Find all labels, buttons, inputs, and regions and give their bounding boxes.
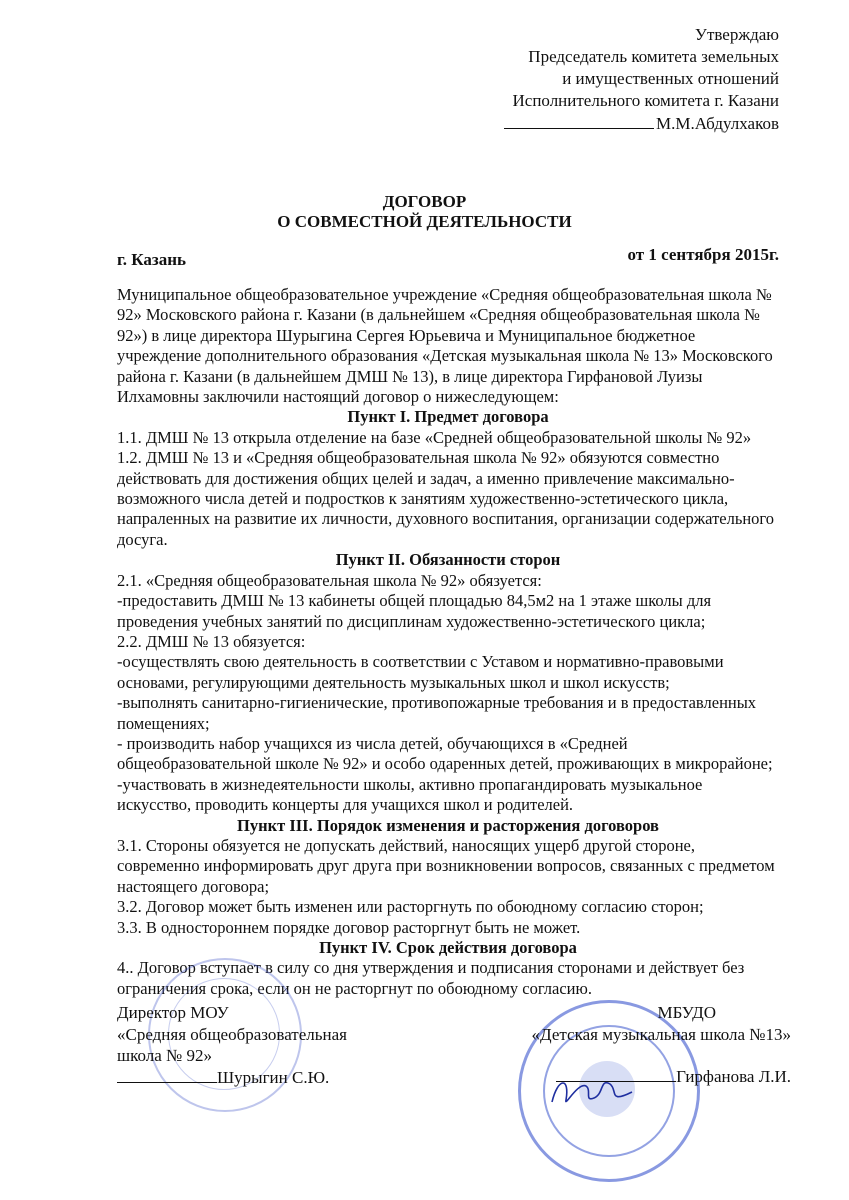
contract-date: от 1 сентября 2015г. (627, 245, 779, 264)
signature-row (117, 1067, 347, 1089)
signer-position: МБУДО (657, 1003, 716, 1022)
signature-left (117, 1002, 347, 1088)
signer-name: Шурыгин С.Ю. (217, 1067, 330, 1087)
contract-body (117, 285, 779, 999)
signer-position: Директор МОУ (117, 1003, 229, 1022)
section-heading: Пункт IV. Срок действия договора (319, 938, 577, 957)
clause: 1.2. ДМШ № 13 и «Средняя общеобразовательная школа № 92» обязуются совместно действовать для достижения общих целей и задач, а именно привлечение максимально-возможного числа детей и подростков к занятиям художественно-эстетического цикла, напраленных на развитие их личности, духовного воспитания, организации содержательного досуга. (117, 448, 775, 549)
signer-organization: «Детская музыкальная школа №13» (531, 1024, 791, 1044)
approval-signature-row (504, 112, 779, 135)
approval-position-line: Исполнительного комитета г. Казани (512, 91, 779, 110)
signer-name: Гирфанова Л.И. (676, 1067, 791, 1086)
section-heading: Пункт I. Предмет договора (347, 407, 549, 427)
clause: 3.1. Стороны обязуется не допускать действий, наносящих ущерб другой стороне, современно информировать друг друга при возникновении вопросов, связанных с предметом настоящего договора; (117, 835, 775, 896)
document-title: ДОГОВОР (382, 192, 467, 211)
clause: 2.2. ДМШ № 13 обязуется: (117, 631, 306, 651)
signature-line (504, 112, 654, 129)
place: г. Казань (117, 250, 187, 269)
approval-heading: Утверждаю (694, 25, 779, 44)
clause: 3.2. Договор может быть изменен или расторгнуть по обоюдному согласию сторон; (117, 897, 704, 917)
approval-block (504, 24, 779, 135)
approval-position-line: Председатель комитета земельных (528, 47, 779, 66)
approval-signer: М.М.Абдулхаков (655, 114, 779, 133)
clause: -выполнять санитарно-гигиенические, противопожарные требования и в предоставленных помещениях; (117, 693, 757, 733)
clause: 4.. Договор вступает в силу со дня утверждения и подписания сторонами и действует без ограничения срока, если он не расторгнут по обоюдному согласию. (117, 958, 745, 998)
signer-organization: «Средняя общеобразовательная (117, 1024, 347, 1044)
signature-line (117, 1067, 217, 1083)
handwritten-signature (548, 1072, 638, 1112)
section-heading: Пункт III. Порядок изменения и расторжения договоров (237, 815, 659, 835)
approval-position-line: и имущественных отношений (562, 69, 779, 88)
clause: -предоставить ДМШ № 13 кабинеты общей площадью 84,5м2 на 1 этаже школы для проведения учебных занятий по дисциплинам художественно-эстетического цикла; (117, 591, 712, 631)
clause: -участвовать в жизнедеятельности школы, активно пропагандировать музыкальное искусство, проводить концерты для учащихся школ и родителей. (117, 774, 703, 815)
section-heading: Пункт II. Обязанности сторон (335, 550, 561, 570)
document-subtitle: О СОВМЕСТНОЙ ДЕЯТЕЛЬНОСТИ (277, 212, 572, 231)
signer-organization: школа № 92» (117, 1046, 213, 1065)
intro-paragraph: Муниципальное общеобразовательное учреждение «Средняя общеобразовательная школа № 92» Московского района г. Казани (в дальнейшем «Средняя общеобразовательная школа № 92») в лице директора Шурыгина Сергея Юрьевича и Муниципальное бюджетное учреждение дополнительного образования «Детская музыкальная школа № 13» Московского района г. Казани (в дальнейшем ДМШ № 13), в лице директора Гирфановой Луизы Илхамовны заключили настоящий договор о нижеследующем: (117, 285, 773, 407)
clause: 2.1. «Средняя общеобразовательная школа № 92» обязуется: (117, 570, 542, 590)
clause: - производить набор учащихся из числа детей, обучающихся в «Средней общеобразовательной школе № 92» и особо одаренных детей, проживающих в микрорайоне; (117, 733, 773, 774)
clause: 1.1. ДМШ № 13 открыла отделение на базе «Средней общеобразовательной школы № 92» (117, 427, 752, 447)
clause: -осуществлять свою деятельность в соответствии с Уставом и нормативно-правовыми основами, регулирующими деятельность музыкальных школ и школ искусств; (117, 652, 724, 692)
clause: 3.3. В одностороннем порядке договор расторгнут быть не может. (117, 917, 581, 937)
